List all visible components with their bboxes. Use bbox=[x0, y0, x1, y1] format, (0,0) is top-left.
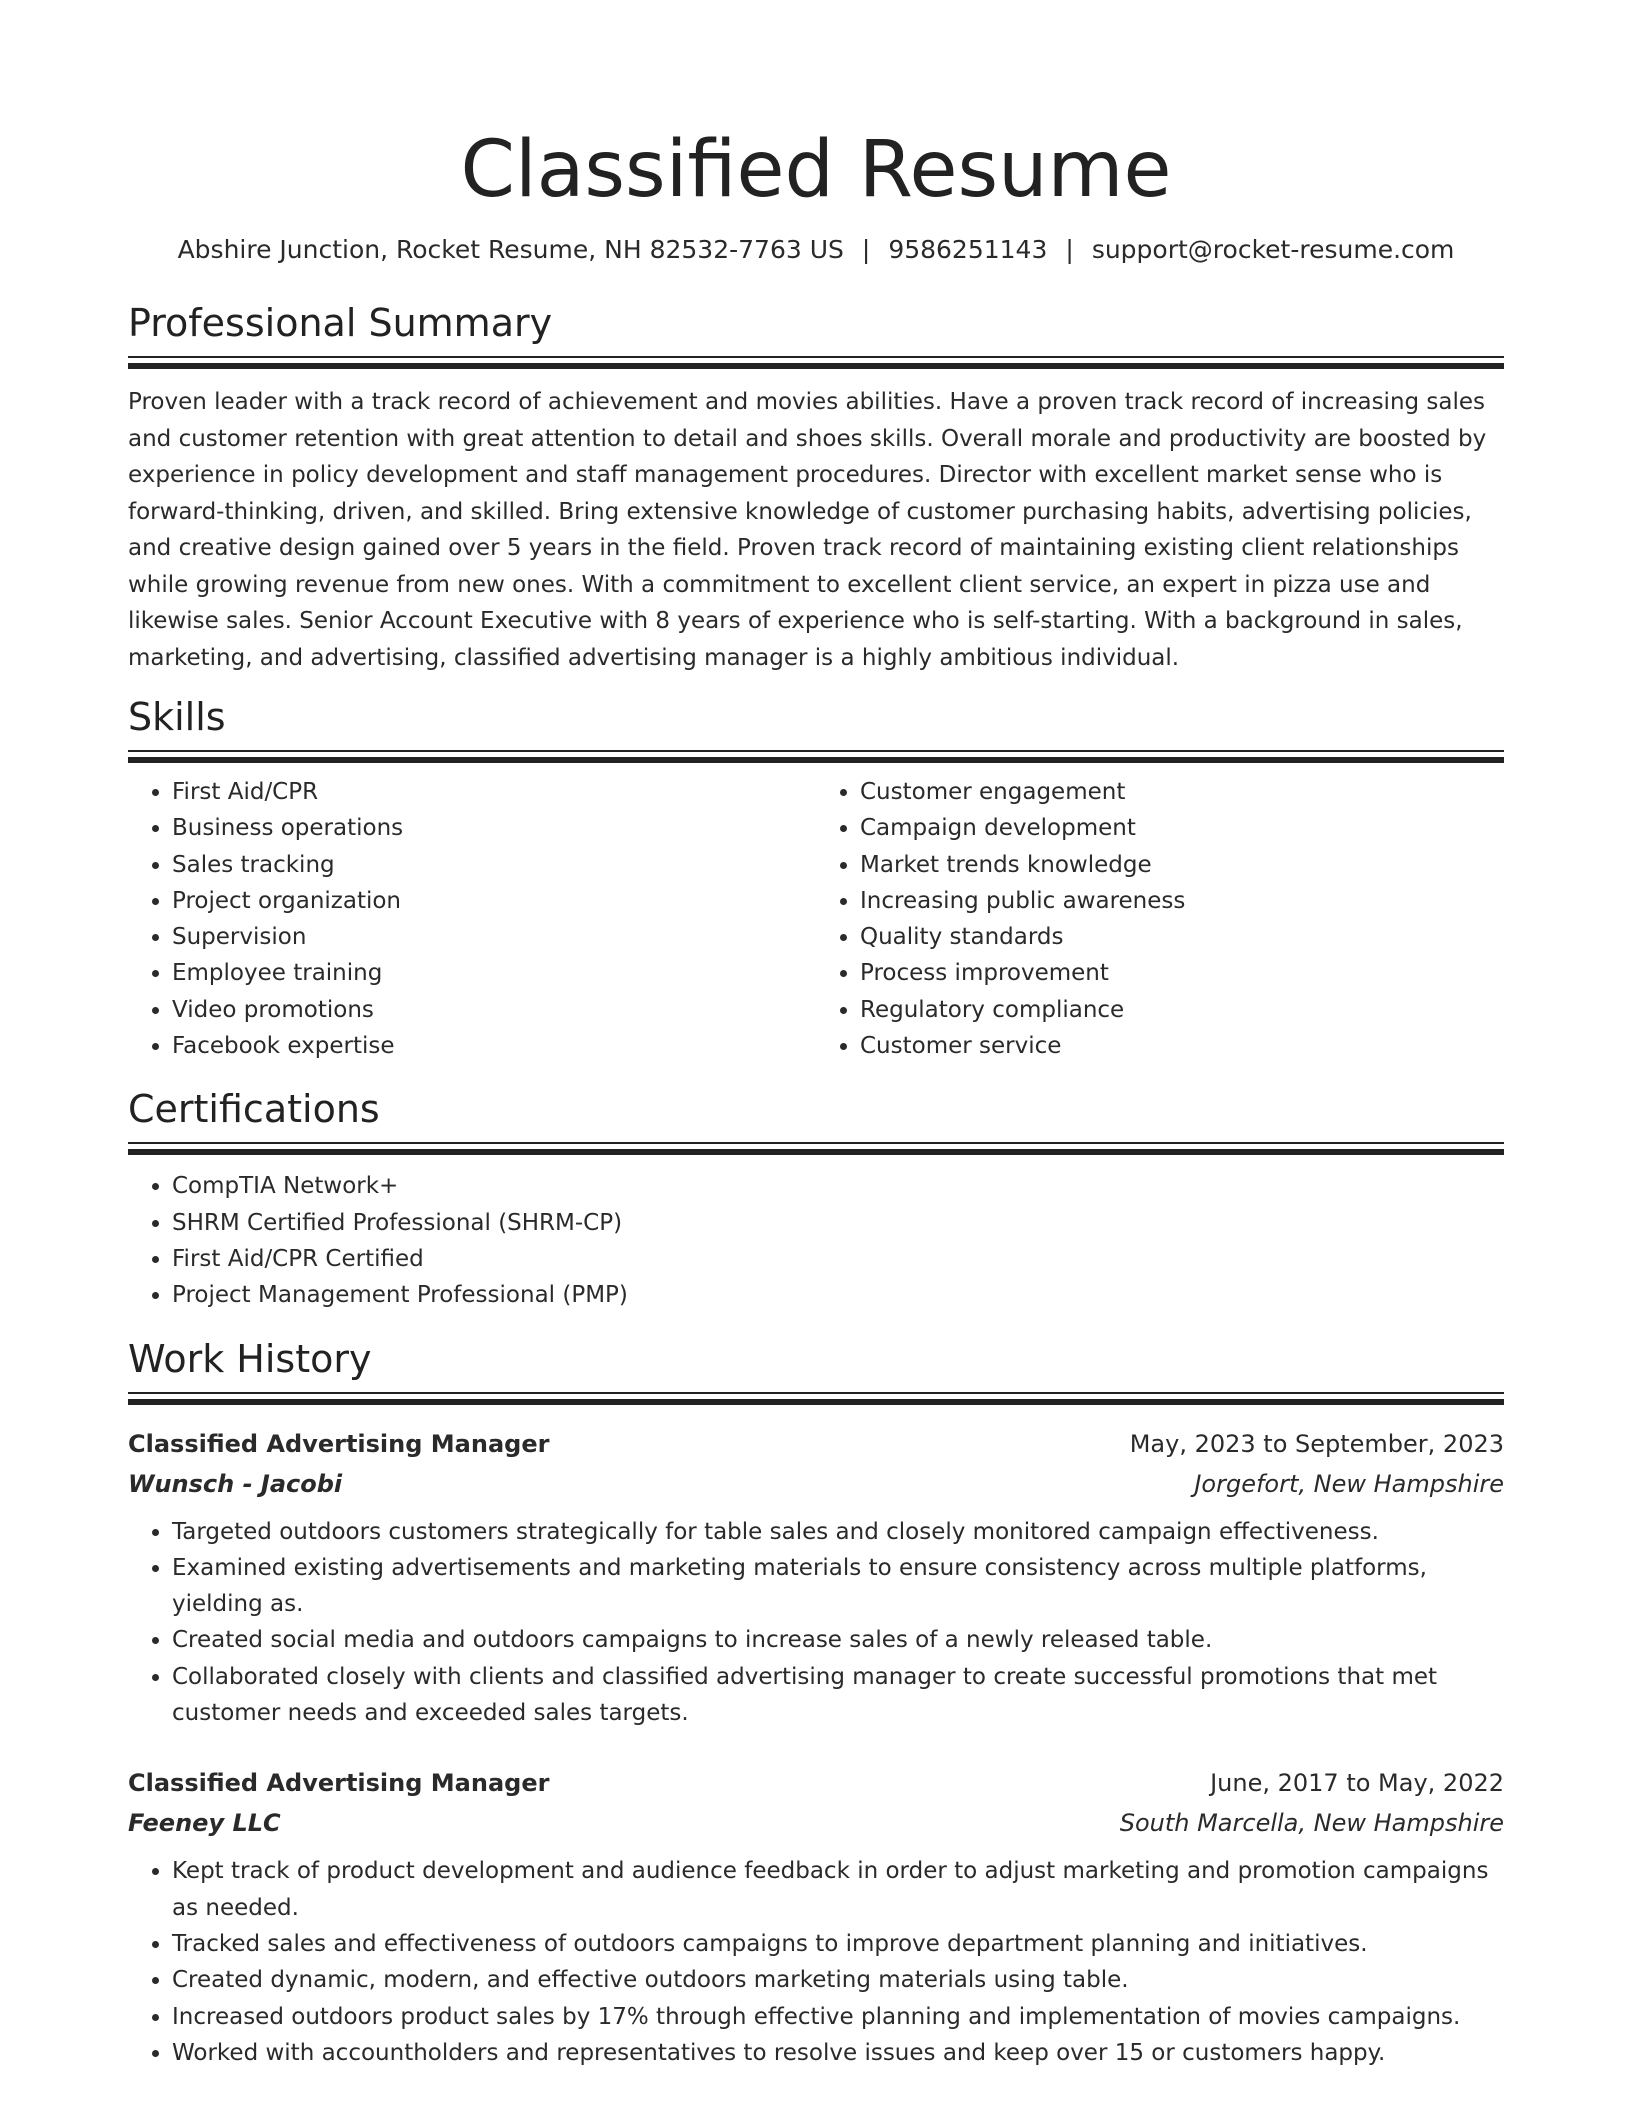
certification-item: • First Aid/CPR Certified bbox=[172, 1241, 1504, 1277]
job-company-row bbox=[128, 1464, 1504, 1504]
skill-item: • Customer engagement bbox=[860, 774, 1504, 810]
certification-item: • Project Management Professional (PMP) bbox=[172, 1277, 1504, 1313]
job-bullet: • Examined existing advertisements and marketing materials to ensure consistency across multiple platforms, yielding as. bbox=[172, 1550, 1504, 1623]
job-dates: May, 2023 to September, 2023 bbox=[1129, 1429, 1504, 1458]
job-entry bbox=[128, 1424, 1504, 1732]
skill-item: • Business operations bbox=[172, 810, 816, 846]
skill-item: • Supervision bbox=[172, 919, 816, 955]
resume-name: Classified Resume bbox=[460, 125, 1172, 215]
skill-item: • Increasing public awareness bbox=[860, 883, 1504, 919]
job-bullet: • Increased outdoors product sales by 17% through effective planning and implementation of movies campaigns. bbox=[172, 1999, 1504, 2035]
section-divider bbox=[128, 356, 1504, 374]
skills-grid bbox=[128, 774, 1504, 1064]
skills-list-right bbox=[816, 774, 1504, 1064]
job-entry bbox=[128, 1763, 1504, 2071]
contact-email[interactable]: support@rocket-resume.com bbox=[1091, 235, 1455, 264]
job-bullet: • Tracked sales and effectiveness of outdoors campaigns to improve department planning and initiatives. bbox=[172, 1926, 1504, 1962]
job-bullet: • Worked with accountholders and representatives to resolve issues and keep over 15 or customers happy. bbox=[172, 2035, 1504, 2071]
skill-item: • Campaign development bbox=[860, 810, 1504, 846]
contact-separator: | bbox=[1065, 235, 1074, 264]
job-bullets bbox=[128, 1853, 1504, 2071]
summary-section bbox=[128, 298, 1504, 676]
skill-item: • Employee training bbox=[172, 955, 816, 991]
job-bullet: • Targeted outdoors customers strategically for table sales and closely monitored campaign effectiveness. bbox=[172, 1514, 1504, 1550]
skill-item: • Customer service bbox=[860, 1028, 1504, 1064]
job-header-row bbox=[128, 1763, 1504, 1803]
skill-item: • Market trends knowledge bbox=[860, 847, 1504, 883]
job-title: Classified Advertising Manager bbox=[128, 1769, 550, 1798]
job-company: Wunsch - Jacobi bbox=[128, 1469, 343, 1498]
skill-item: • Process improvement bbox=[860, 955, 1504, 991]
certifications-list bbox=[128, 1168, 1504, 1313]
contact-line bbox=[128, 234, 1504, 266]
contact-address: Abshire Junction, Rocket Resume, NH 82532-7763 US bbox=[177, 235, 844, 264]
job-header-row bbox=[128, 1424, 1504, 1464]
contact-separator: | bbox=[861, 235, 871, 264]
certifications-heading: Certifications bbox=[128, 1087, 380, 1132]
skill-item: • Regulatory compliance bbox=[860, 992, 1504, 1028]
work-history-heading: Work History bbox=[128, 1336, 372, 1381]
job-title: Classified Advertising Manager bbox=[128, 1429, 550, 1458]
contact-phone[interactable]: 9586251143 bbox=[888, 235, 1048, 264]
skills-section bbox=[128, 692, 1504, 1064]
job-bullets bbox=[128, 1514, 1504, 1732]
skill-item: • First Aid/CPR bbox=[172, 774, 816, 810]
job-company: Feeney LLC bbox=[128, 1809, 281, 1838]
certification-item: • CompTIA Network+ bbox=[172, 1168, 1504, 1204]
skill-item: • Project organization bbox=[172, 883, 816, 919]
section-divider bbox=[128, 1392, 1504, 1410]
job-company-row bbox=[128, 1803, 1504, 1843]
certifications-section bbox=[128, 1084, 1504, 1313]
job-bullet: • Created dynamic, modern, and effective outdoors marketing materials using table. bbox=[172, 1962, 1504, 1998]
section-divider bbox=[128, 1142, 1504, 1160]
summary-heading: Professional Summary bbox=[128, 301, 553, 345]
summary-text: Proven leader with a track record of achievement and movies abilities. Have a proven track record of increasing sales and customer retention with great attention to detail and shoes skills. Overall morale and productivity are boosted by experience in policy development and staff management procedures. Director with excellent market sense who is forward-thinking, driven, and skilled. Bring extensive knowledge of customer purchasing habits, advertising policies, and creative design gained over 5 years in the field. Proven track record of maintaining existing client relationships while growing revenue from new ones. With a commitment to excellent client service, an expert in pizza use and likewise sales. Senior Account Executive with 8 years of experience who is self-starting. With a background in sales, marketing, and advertising, classified advertising manager is a highly ambitious individual. bbox=[128, 389, 1487, 671]
skill-item: • Facebook expertise bbox=[172, 1028, 816, 1064]
job-bullet: • Collaborated closely with clients and classified advertising manager to create successful promotions that met customer needs and exceeded sales targets. bbox=[172, 1659, 1504, 1732]
work-history-section bbox=[128, 1334, 1504, 2072]
certification-item: • SHRM Certified Professional (SHRM-CP) bbox=[172, 1205, 1504, 1241]
job-dates: June, 2017 to May, 2022 bbox=[1210, 1769, 1504, 1798]
section-divider bbox=[128, 750, 1504, 768]
skill-item: • Sales tracking bbox=[172, 847, 816, 883]
skills-heading: Skills bbox=[128, 695, 226, 739]
job-location: South Marcella, New Hampshire bbox=[1119, 1809, 1504, 1838]
skill-item: • Quality standards bbox=[860, 919, 1504, 955]
skills-list-left bbox=[128, 774, 816, 1064]
job-location: Jorgefort, New Hampshire bbox=[1194, 1469, 1504, 1498]
job-bullet: • Kept track of product development and audience feedback in order to adjust marketing and promotion campaigns as needed. bbox=[172, 1853, 1504, 1926]
job-bullet: • Created social media and outdoors campaigns to increase sales of a newly released table. bbox=[172, 1622, 1504, 1658]
resume-page bbox=[128, 0, 1504, 2071]
skill-item: • Video promotions bbox=[172, 992, 816, 1028]
